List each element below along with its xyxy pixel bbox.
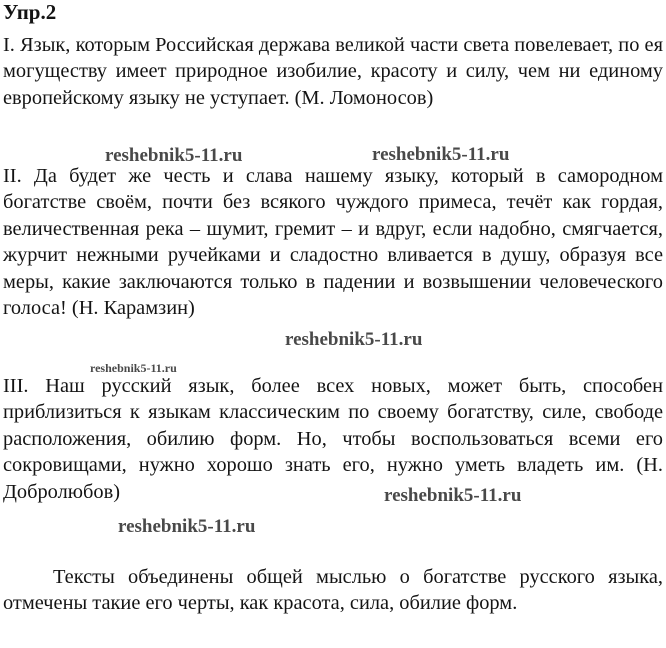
paragraph-dobrolyubov: III. Наш русский язык, более всех новых, может быть, способен приблизиться к языкам классическим по своему богатству, силе, свободе расположения, обилию форм. Но, чтобы воспользоваться всеми его сокровищами, нужно хорошо знать его, нужно уметь владеть им. (Н. Добролюбов) — [3, 375, 663, 503]
exercise-heading: Упр.2 — [3, 0, 57, 24]
paragraph-karamzin: II. Да будет же честь и слава нашему языку, который в самородном богатстве своём, почти без всякого чуждого примеса, течёт как гордая, величественная река – шумит, гремит – и вдруг, если надобно, смягчается, журчит нежными ручейками и сладостно вливается в душу, образуя все меры, какие заключаются только в падении и возвышении человеческого голоса! (Н. Карамзин) — [3, 165, 663, 320]
watermark-text: reshebnik5-11.ru — [285, 329, 423, 350]
watermark-text: reshebnik5-11.ru — [372, 144, 510, 165]
watermark-text: reshebnik5-11.ru — [90, 361, 177, 375]
watermark-text: reshebnik5-11.ru — [105, 145, 243, 166]
watermark-text: reshebnik5-11.ru — [384, 485, 522, 506]
paragraph-lomonosov: I. Язык, которым Российская держава великой части света повелевает, по ея могуществу имеет природное изобилие, красоту и силу, чем ни единому европейскому языку не уступает. (М. Ломоносов) — [3, 34, 663, 109]
paragraph-conclusion: Тексты объединены общей мыслью о богатстве русского языка, отмечены такие его черты, как красота, сила, обилие форм. — [3, 566, 663, 615]
watermark-text: reshebnik5-11.ru — [118, 516, 256, 537]
